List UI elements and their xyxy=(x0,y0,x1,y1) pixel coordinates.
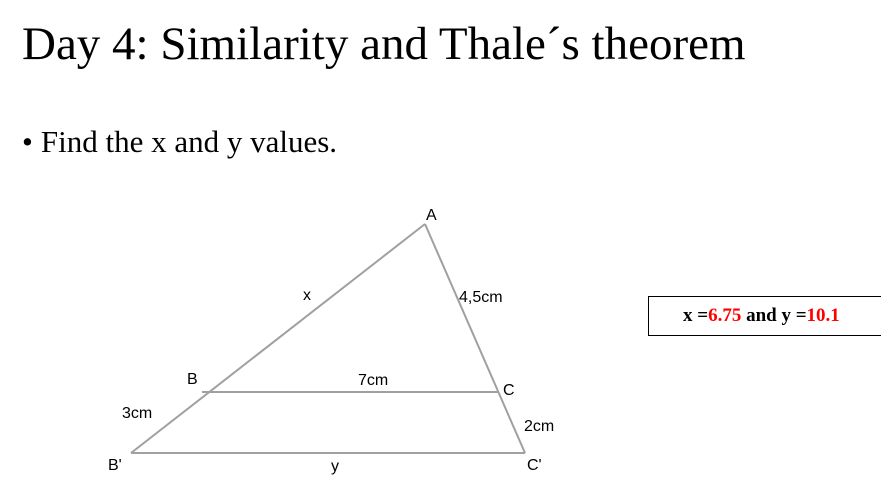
answer-x-prefix: x = xyxy=(683,305,709,326)
side-bb-prime-label: 3cm xyxy=(122,405,153,422)
page-title: Day 4: Similarity and Thale´s theorem xyxy=(22,18,746,70)
vertex-c-prime-label: C' xyxy=(527,457,542,474)
answer-y-prefix: y = xyxy=(781,305,807,326)
bullet-icon: • xyxy=(22,124,33,159)
vertex-b-prime-label: B' xyxy=(108,457,122,474)
answer-box xyxy=(648,296,881,336)
side-a-b-prime xyxy=(131,224,425,453)
vertex-c-label: C xyxy=(503,382,515,399)
side-a-c-prime xyxy=(425,224,525,453)
answer-x-value: 6.75 xyxy=(708,305,742,326)
side-y-label: y xyxy=(331,458,339,475)
side-ac-label: 4,5cm xyxy=(459,289,503,306)
triangle-diagram xyxy=(0,195,620,495)
bullet-text: Find the x and y values. xyxy=(40,124,338,159)
bullet-item xyxy=(22,122,337,162)
answer-y-value: 10.1 xyxy=(806,305,840,326)
vertex-b-label: B xyxy=(187,371,198,388)
vertex-a-label: A xyxy=(426,207,437,224)
answer-connector: and xyxy=(741,305,782,326)
side-bc-label: 7cm xyxy=(358,372,389,389)
side-x-label: x xyxy=(303,287,311,304)
side-cc-prime-label: 2cm xyxy=(524,418,555,435)
